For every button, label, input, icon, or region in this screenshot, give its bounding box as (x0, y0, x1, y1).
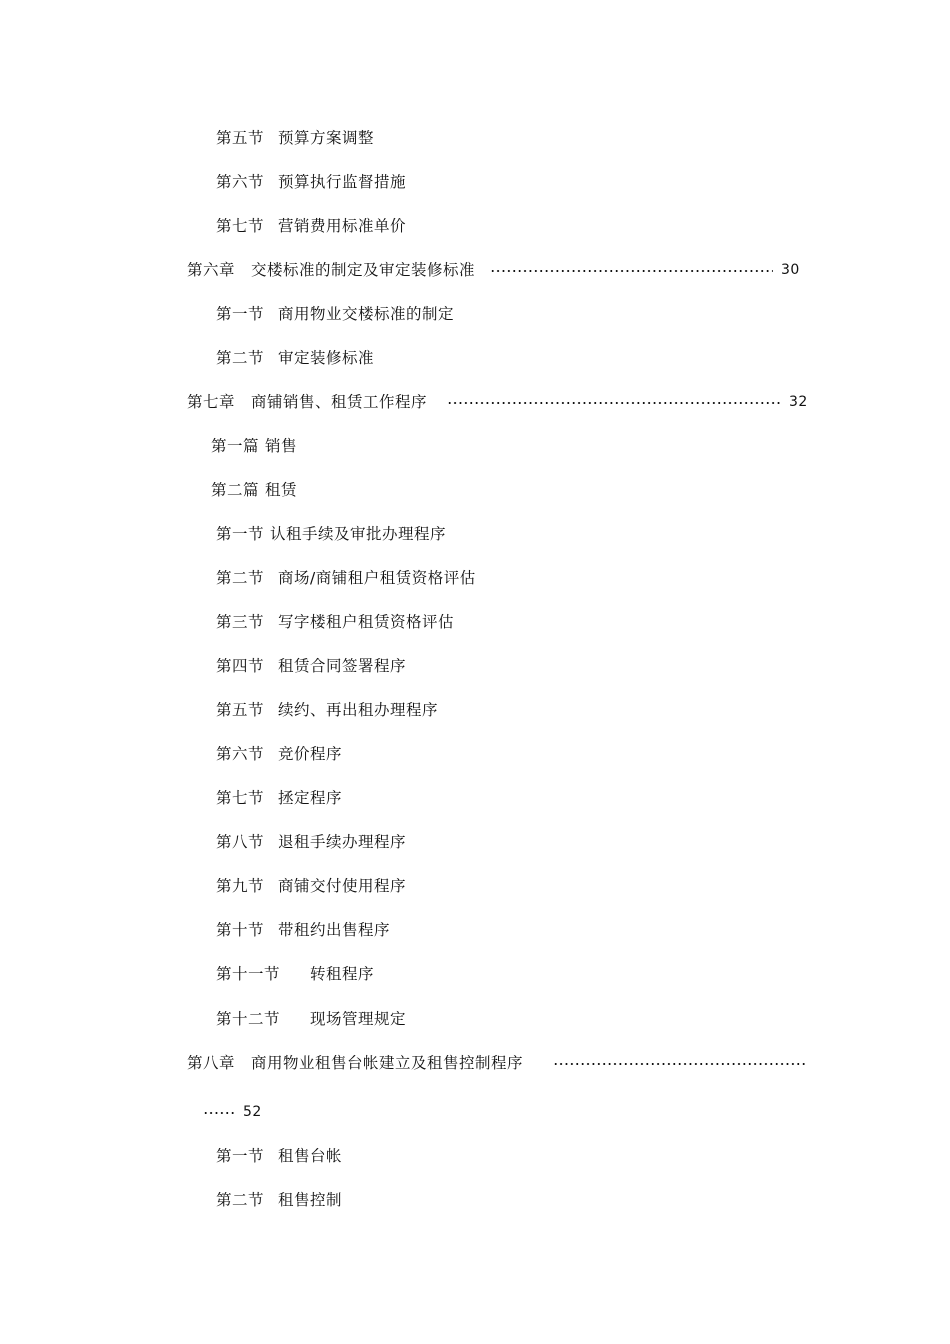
toc-part-item (211, 480, 297, 500)
toc-section-item (216, 744, 342, 764)
toc-section-title: 退租手续办理程序 (278, 833, 407, 851)
toc-chapter-label: 第八章 (187, 1054, 236, 1072)
toc-part-label: 第二篇 (211, 481, 260, 499)
toc-section-label: 第七节 (216, 789, 265, 807)
toc-section-title: 租售台帐 (278, 1147, 343, 1165)
toc-chapter-continuation (203, 1102, 323, 1122)
toc-section-item (216, 1146, 342, 1166)
toc-section-item (216, 788, 342, 808)
toc-section-item (216, 304, 454, 324)
toc-section-label: 第一节 (216, 305, 265, 323)
toc-section-label: 第二节 (216, 569, 265, 587)
toc-section-label: 第五节 (216, 129, 265, 147)
toc-section-label: 第七节 (216, 217, 265, 235)
toc-section-item (216, 612, 454, 632)
toc-section-label: 第一节 (216, 1147, 265, 1165)
toc-section-label: 第十节 (216, 921, 265, 939)
toc-section-label: 第十一节 (216, 965, 281, 983)
toc-section-title: 竞价程序 (278, 745, 343, 763)
toc-chapter-item (187, 392, 827, 412)
toc-section-title: 商场/商铺租户租赁资格评估 (278, 569, 476, 587)
toc-section-label: 第一节 (216, 525, 265, 543)
toc-section-title: 租售控制 (278, 1191, 343, 1209)
toc-section-title: 商用物业交楼标准的制定 (278, 305, 455, 323)
toc-section-label: 第八节 (216, 833, 265, 851)
toc-section-title: 营销费用标准单价 (278, 217, 407, 235)
toc-dot-leader (553, 1063, 805, 1065)
toc-section-label: 第六节 (216, 173, 265, 191)
toc-part-label: 第一篇 (211, 437, 260, 455)
toc-section-item (216, 920, 390, 940)
toc-section-item (216, 1190, 342, 1210)
toc-section-item (216, 128, 374, 148)
toc-part-title: 租赁 (265, 481, 298, 499)
toc-page-number: 30 (781, 262, 800, 278)
toc-section-item (216, 568, 476, 588)
toc-chapter-title: 交楼标准的制定及审定装修标准 (251, 261, 476, 279)
toc-section-label: 第五节 (216, 701, 265, 719)
toc-section-title: 转租程序 (310, 965, 375, 983)
toc-section-title: 写字楼租户租赁资格评估 (278, 613, 455, 631)
toc-chapter-title: 商用物业租售台帐建立及租售控制程序 (251, 1054, 524, 1072)
toc-page-number: 52 (243, 1104, 262, 1120)
toc-chapter-item (187, 260, 827, 280)
toc-section-item (216, 172, 406, 192)
toc-section-title: 带租约出售程序 (278, 921, 391, 939)
toc-section-item (216, 700, 438, 720)
toc-section-title: 预算方案调整 (278, 129, 375, 147)
toc-dot-leader (447, 402, 780, 404)
toc-section-title: 预算执行监督措施 (278, 173, 407, 191)
toc-section-title: 审定装修标准 (278, 349, 375, 367)
toc-chapter-label: 第六章 (187, 261, 236, 279)
toc-page-number: 32 (789, 394, 808, 410)
toc-dot-leader (203, 1112, 235, 1114)
toc-part-item (211, 436, 297, 456)
toc-section-label: 第二节 (216, 349, 265, 367)
toc-section-label: 第十二节 (216, 1010, 281, 1028)
toc-section-title: 认租手续及审批办理程序 (270, 525, 447, 543)
toc-part-title: 销售 (265, 437, 298, 455)
toc-section-label: 第九节 (216, 877, 265, 895)
toc-chapter-label: 第七章 (187, 393, 236, 411)
toc-section-item (216, 216, 406, 236)
toc-section-item (216, 524, 446, 544)
toc-section-item (216, 656, 406, 676)
toc-section-title: 续约、再出租办理程序 (278, 701, 439, 719)
toc-section-label: 第六节 (216, 745, 265, 763)
toc-section-item (216, 832, 406, 852)
toc-section-label: 第三节 (216, 613, 265, 631)
toc-section-item (216, 1009, 406, 1029)
toc-section-title: 拯定程序 (278, 789, 343, 807)
toc-chapter-item (187, 1053, 827, 1073)
toc-section-title: 商铺交付使用程序 (278, 877, 407, 895)
toc-section-label: 第二节 (216, 1191, 265, 1209)
toc-dot-leader (490, 270, 773, 272)
toc-section-item (216, 348, 374, 368)
toc-section-item (216, 964, 374, 984)
toc-chapter-title: 商铺销售、租赁工作程序 (251, 393, 428, 411)
toc-section-item (216, 876, 406, 896)
toc-section-label: 第四节 (216, 657, 265, 675)
toc-section-title: 租赁合同签署程序 (278, 657, 407, 675)
toc-section-title: 现场管理规定 (310, 1010, 407, 1028)
